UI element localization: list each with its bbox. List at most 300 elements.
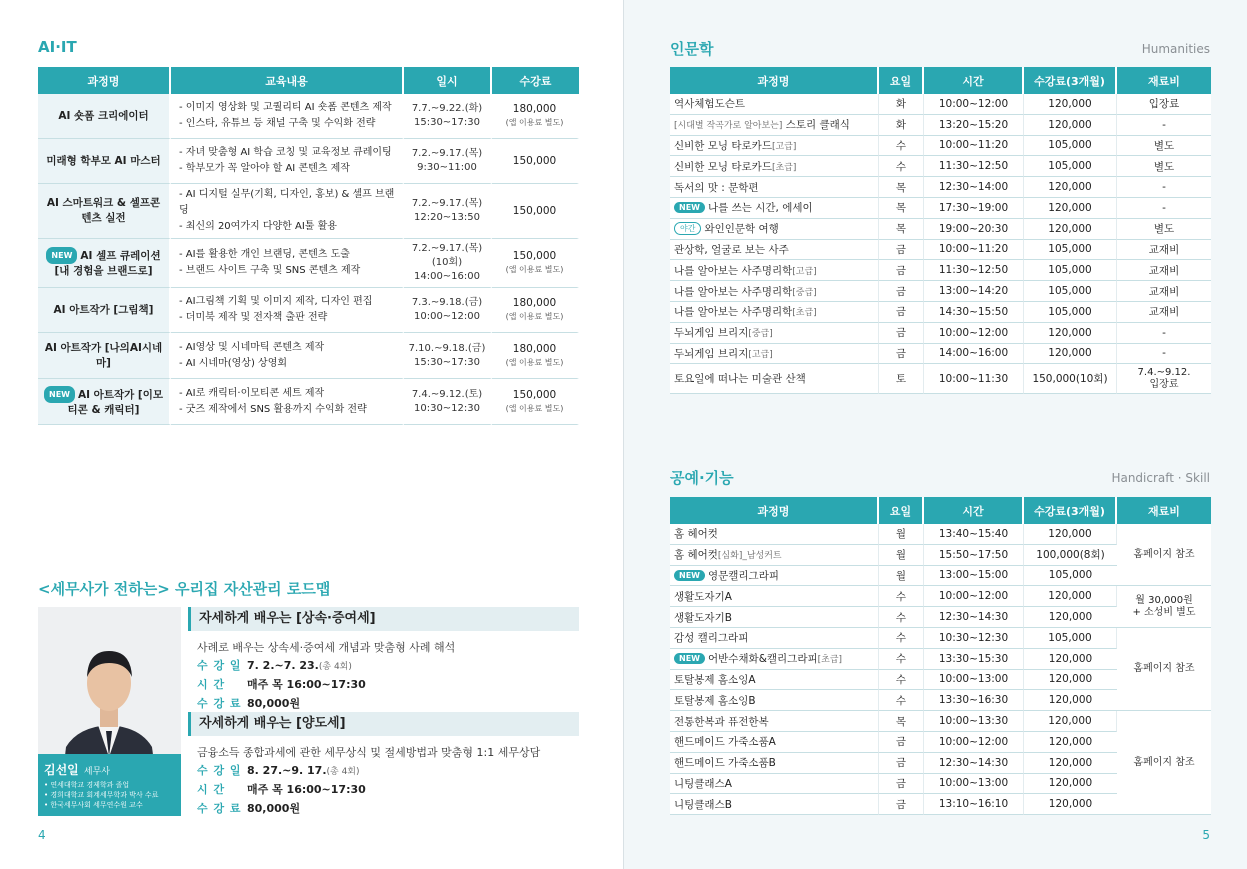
cell-time: 10:00~12:00 (924, 94, 1024, 115)
tax-course-info (197, 800, 579, 815)
course-name-text: AI 아트작가 [이모티콘 & 캐릭터] (67, 388, 163, 416)
page-number-right: 5 (1202, 828, 1210, 842)
course-level: [초급] (817, 655, 843, 666)
content-line: - AI를 활용한 개인 브랜딩, 콘텐츠 도출 (179, 249, 350, 260)
date-line: 7.3.~9.18.(금) (411, 297, 483, 308)
info-value-text: 매주 목 16:00~17:30 (247, 678, 366, 691)
cell-fee: 120,000 (1024, 198, 1117, 219)
new-badge: NEW (674, 202, 705, 213)
course-fee (492, 94, 579, 139)
lecturer-info (38, 754, 181, 816)
info-value (247, 659, 352, 672)
course-name (670, 281, 879, 302)
cell-fee: 105,000 (1024, 136, 1117, 157)
date-line: 14:00~16:00 (413, 271, 480, 282)
cell-fee: 105,000 (1024, 628, 1117, 649)
ai-section-title: AI·IT (38, 38, 77, 56)
cell-material (1117, 586, 1211, 628)
course-name-text: AI 스마트워크 & 셀프콘텐츠 실전 (46, 197, 161, 224)
cell-material: - (1117, 115, 1211, 136)
cell-fee: 120,000 (1024, 219, 1117, 240)
cell-time: 19:00~20:30 (924, 219, 1024, 240)
content-line: - 이미지 영상화 및 고퀄리티 AI 숏폼 콘텐츠 제작 (179, 102, 392, 113)
course-name (670, 628, 879, 649)
table-row (670, 177, 1211, 198)
info-value (247, 697, 300, 710)
cell-day: 월 (879, 566, 924, 587)
fee-note: (앱 이용료 별도) (505, 403, 564, 413)
course-name-text: 두뇌게임 브리지 (674, 327, 749, 340)
table-row (670, 94, 1211, 115)
material-line: 월 30,000원 (1135, 594, 1193, 606)
info-value (247, 783, 366, 796)
course-fee (492, 184, 579, 239)
header-cell: 과정명 (670, 497, 879, 524)
fee-value: 150,000 (512, 250, 557, 262)
cell-material: 교재비 (1117, 281, 1211, 302)
info-label: 수 강 료 (197, 802, 242, 815)
tax-course (188, 607, 579, 710)
cell-material: - (1117, 323, 1211, 344)
table-row (670, 711, 1211, 732)
course-name (670, 670, 879, 691)
course-name (670, 94, 879, 115)
fee-value: 180,000 (512, 342, 557, 355)
right-page (623, 0, 1247, 869)
course-date (404, 288, 492, 333)
tax-course-info (197, 762, 579, 777)
material-line: + 소성비 별도 (1132, 606, 1196, 618)
material-line: 7.4.~9.12. (1137, 366, 1191, 378)
humanities-table-header (670, 67, 1211, 94)
cell-fee: 120,000 (1024, 690, 1117, 711)
course-name: 토요일에 떠나는 미술관 산책 (670, 364, 879, 394)
cell-fee: 105,000 (1024, 240, 1117, 261)
course-fee (492, 239, 579, 288)
cell-fee: 120,000 (1024, 753, 1117, 774)
info-value-text: 매주 목 16:00~17:30 (247, 783, 366, 796)
cell-day: 목 (879, 219, 924, 240)
lecturer-name: 김선일 (44, 763, 79, 777)
info-value (247, 764, 360, 777)
cell-fee: 120,000 (1024, 177, 1117, 198)
cell-time: 11:30~12:50 (924, 156, 1024, 177)
humanities-title: 인문학 (670, 40, 714, 58)
course-name (670, 240, 879, 261)
table-row (670, 628, 1211, 649)
cell-day: 수 (879, 607, 924, 628)
cell-time: 13:10~16:10 (924, 794, 1024, 815)
table-row (670, 198, 1211, 219)
cell-time: 12:30~14:30 (924, 607, 1024, 628)
date-line: 7.2.~9.17.(목) (411, 198, 483, 209)
tax-course-title: 자세하게 배우는 [상속·증여세] (188, 607, 579, 631)
course-date (404, 333, 492, 379)
content-line: - AI 시네마(영상) 상영회 (179, 357, 288, 369)
cell-material: 입장료 (1117, 94, 1211, 115)
course-name-text: 두뇌게임 브리지 (674, 347, 749, 360)
table-row (670, 364, 1211, 394)
header-cell: 요일 (879, 67, 924, 94)
header-cell: 요일 (879, 497, 924, 524)
cell-fee: 120,000 (1024, 607, 1117, 628)
info-value-text: 80,000원 (247, 697, 301, 710)
info-value-text: 7. 2.~7. 23. (247, 659, 319, 672)
header-cell: 과정명 (670, 67, 879, 94)
cell-day: 화 (879, 115, 924, 136)
table-row (38, 139, 579, 184)
date-line: 7.7.~9.22.(화) (411, 103, 483, 114)
cell-fee: 150,000(10회) (1024, 364, 1117, 394)
content-line: - AI그림책 기획 및 이미지 제작, 디자인 편집 (179, 296, 373, 307)
course-name (670, 794, 879, 815)
cell-time: 10:00~13:00 (924, 670, 1024, 691)
content-line: - 학부모가 꼭 알아야 할 AI 콘텐츠 제작 (179, 163, 350, 174)
course-name (38, 139, 171, 184)
ai-table-header (38, 67, 579, 94)
course-fee (492, 333, 579, 379)
course-name-text: 나를 알아보는 사주명리학 (674, 264, 793, 277)
course-prefix: [시대별 작곡가로 알아보는] (674, 121, 783, 132)
cell-time: 17:30~19:00 (924, 198, 1024, 219)
course-name (670, 774, 879, 795)
cell-material: 교재비 (1117, 240, 1211, 261)
cell-day: 목 (879, 198, 924, 219)
table-row (38, 333, 579, 379)
cell-day: 금 (879, 260, 924, 281)
course-name-text: 어반수채화&캘리그라피 (707, 653, 818, 666)
cell-time: 15:50~17:50 (924, 545, 1024, 566)
course-name-text: 생활도자기A (674, 590, 732, 603)
cell-material (1117, 524, 1211, 586)
cell-day: 수 (879, 690, 924, 711)
craft-en-title: Handicraft · Skill (1111, 471, 1210, 485)
course-name-text: AI 아트작가 [그림책] (53, 303, 154, 316)
page-number-left: 4 (38, 828, 46, 842)
course-name-text: 홈 헤어컷 (674, 528, 718, 541)
cell-day: 월 (879, 545, 924, 566)
cell-day: 화 (879, 94, 924, 115)
cell-fee: 105,000 (1024, 260, 1117, 281)
craft-table (670, 497, 1211, 815)
cell-time: 13:30~15:30 (924, 649, 1024, 670)
cell-material: 별도 (1117, 219, 1211, 240)
course-content (171, 379, 404, 425)
cell-day: 수 (879, 586, 924, 607)
content-line: - 자녀 맞춤형 AI 학습 코칭 및 교육정보 큐레이팅 (179, 147, 392, 158)
cell-fee: 120,000 (1024, 323, 1117, 344)
course-name (670, 545, 879, 566)
content-line: - 최신의 20여가지 다양한 AI툴 활용 (179, 221, 337, 232)
date-line: 10:00~12:00 (413, 311, 480, 322)
course-name (38, 184, 171, 239)
table-row (670, 240, 1211, 261)
table-row (670, 219, 1211, 240)
fee-value: 150,000 (512, 388, 557, 401)
course-name-text: 영문캘리그라피 (707, 569, 779, 582)
ai-header-cell: 수강료 (492, 67, 579, 94)
cell-fee: 120,000 (1024, 794, 1117, 815)
cell-material: - (1117, 198, 1211, 219)
fee-note: (앱 이용료 별도) (505, 118, 564, 127)
cell-fee: 120,000 (1024, 344, 1117, 365)
course-name-text: 홈 헤어컷 (674, 549, 718, 562)
table-row (670, 323, 1211, 344)
cell-fee: 120,000 (1024, 732, 1117, 753)
date-line: 15:30~17:30 (413, 356, 480, 368)
course-name (670, 649, 879, 670)
lecturer-career (44, 780, 175, 810)
course-fee (492, 379, 579, 425)
cell-time: 10:00~11:20 (924, 240, 1024, 261)
course-name (670, 344, 879, 365)
course-name (38, 288, 171, 333)
night-badge: 야간 (674, 222, 701, 235)
info-label: 시 간 (197, 678, 226, 691)
course-name (38, 333, 171, 379)
new-badge: NEW (44, 386, 75, 403)
content-line: - 더미북 제작 및 전자책 출판 전략 (179, 312, 328, 323)
cell-time: 13:20~15:20 (924, 115, 1024, 136)
cell-time: 10:00~13:30 (924, 711, 1024, 732)
cell-day: 목 (879, 177, 924, 198)
course-date (404, 139, 492, 184)
course-name (38, 94, 171, 139)
table-row (38, 239, 579, 288)
header-cell: 재료비 (1117, 497, 1211, 524)
table-row (670, 281, 1211, 302)
cell-material (1117, 711, 1211, 815)
material-line: 홈페이지 참조 (1133, 756, 1195, 768)
career-line: • 연세대학교 경제학과 졸업 (44, 781, 130, 789)
cell-fee: 120,000 (1024, 524, 1117, 545)
cell-day: 금 (879, 774, 924, 795)
course-name-text: 관상학, 얼굴로 보는 사주 (674, 243, 789, 256)
course-name (670, 198, 879, 219)
course-name (38, 239, 171, 288)
cell-fee: 120,000 (1024, 670, 1117, 691)
table-row (670, 302, 1211, 323)
cell-material: - (1117, 177, 1211, 198)
course-name-text: 핸드메이드 가죽소품B (674, 757, 776, 770)
course-date (404, 239, 492, 288)
date-line: 7.4.~9.12.(토) (411, 388, 483, 400)
course-level: [중급] (792, 287, 817, 298)
tax-course (188, 712, 579, 815)
tax-course-info (197, 657, 579, 672)
cell-time: 14:00~16:00 (924, 344, 1024, 365)
course-name (38, 379, 171, 425)
ai-header-cell: 과정명 (38, 67, 171, 94)
cell-day: 금 (879, 323, 924, 344)
fee-note: (앱 이용료 별도) (505, 265, 564, 274)
cell-time: 10:00~12:00 (924, 732, 1024, 753)
cell-day: 금 (879, 732, 924, 753)
fee-value: 150,000 (512, 154, 557, 167)
cell-day: 토 (879, 364, 924, 394)
fee-value: 150,000 (512, 204, 557, 217)
course-name (670, 323, 879, 344)
cell-material: 교재비 (1117, 260, 1211, 281)
cell-day: 목 (879, 711, 924, 732)
cell-fee: 120,000 (1024, 649, 1117, 670)
course-fee (492, 288, 579, 333)
humanities-table (670, 67, 1211, 394)
table-row (670, 156, 1211, 177)
cell-day: 금 (879, 240, 924, 261)
course-name-text: 토탈봉제 홈소잉B (674, 694, 756, 707)
roadmap-title: <세무사가 전하는> 우리집 자산관리 로드맵 (38, 580, 331, 598)
cell-fee: 105,000 (1024, 302, 1117, 323)
tax-course-title: 자세하게 배우는 [양도세] (188, 712, 579, 736)
course-content (171, 288, 404, 333)
content-line: - 인스타, 유튜브 등 채널 구축 및 수익화 전략 (179, 118, 376, 129)
cell-time: 10:00~12:00 (924, 323, 1024, 344)
course-name-text: AI 숏폼 크리에이터 (58, 109, 149, 122)
fee-note: (앱 이용료 별도) (505, 312, 564, 321)
date-line: 10:30~12:30 (413, 402, 480, 414)
tax-course-info (197, 695, 579, 710)
cell-day: 금 (879, 302, 924, 323)
course-name (670, 586, 879, 607)
fee-value: 180,000 (512, 103, 557, 115)
content-line: - 브랜드 사이트 구축 및 SNS 콘텐츠 제작 (179, 265, 361, 276)
header-cell: 시간 (924, 67, 1024, 94)
header-cell: 재료비 (1117, 67, 1211, 94)
table-row (670, 260, 1211, 281)
course-name-text: 역사체험도슨트 (674, 98, 746, 111)
course-name-text: 전통한복과 퓨전한복 (674, 715, 769, 728)
tax-course-info (197, 781, 579, 796)
course-name (670, 156, 879, 177)
date-line: 7.10.~9.18.(금) (408, 342, 486, 354)
cell-day: 수 (879, 136, 924, 157)
table-row (38, 379, 579, 425)
cell-day: 수 (879, 628, 924, 649)
craft-title: 공예·기능 (670, 469, 734, 487)
course-content (171, 333, 404, 379)
header-cell: 시간 (924, 497, 1024, 524)
cell-day: 금 (879, 344, 924, 365)
cell-fee: 120,000 (1024, 115, 1117, 136)
cell-fee: 100,000(8회) (1024, 545, 1117, 566)
course-name-text: 감성 캘리그라피 (674, 632, 749, 645)
course-name (670, 524, 879, 545)
cell-day: 수 (879, 156, 924, 177)
course-name (670, 115, 879, 136)
course-name-text: AI 셀프 큐레이션 [내 경험을 브랜드로] (54, 250, 161, 277)
course-name (670, 711, 879, 732)
course-level: [심화]_남성커트 (717, 551, 782, 562)
content-line: - AI영상 및 시네마틱 콘텐츠 제작 (179, 341, 325, 353)
craft-table-header (670, 497, 1211, 524)
fee-value: 180,000 (512, 297, 557, 309)
course-name (670, 690, 879, 711)
table-row (670, 524, 1211, 545)
tax-course-desc: 사례로 배우는 상속세·증여세 개념과 맞춤형 사례 해석 (197, 641, 456, 654)
course-date (404, 379, 492, 425)
course-name (670, 732, 879, 753)
table-row (670, 586, 1211, 607)
cell-fee: 105,000 (1024, 566, 1117, 587)
content-line: - AI 디지털 실무(기획, 디자인, 홍보) & 셀프 브랜딩 (179, 189, 395, 216)
table-row (670, 136, 1211, 157)
info-value (247, 802, 300, 815)
course-name-text: 와인인문학 여행 (704, 223, 779, 236)
info-value-text: 80,000원 (247, 802, 301, 815)
course-level: [초급] (792, 308, 817, 319)
cell-time: 14:30~15:50 (924, 302, 1024, 323)
course-level: [고급] (748, 349, 773, 360)
course-name-text: 미래형 학부모 AI 마스터 (46, 154, 161, 167)
table-row (38, 184, 579, 239)
cell-material: - (1117, 344, 1211, 365)
info-label: 수 강 일 (197, 659, 242, 672)
cell-fee: 105,000 (1024, 281, 1117, 302)
cell-day: 수 (879, 649, 924, 670)
cell-time: 12:30~14:30 (924, 753, 1024, 774)
date-line: 7.2.~9.17.(목) (411, 148, 483, 159)
new-badge: NEW (46, 247, 77, 264)
cell-time: 10:00~13:00 (924, 774, 1024, 795)
ai-header-cell: 일시 (404, 67, 492, 94)
cell-time: 13:30~16:30 (924, 690, 1024, 711)
course-level: [고급] (771, 141, 797, 152)
course-level: [고급] (792, 266, 817, 277)
course-name (670, 566, 879, 587)
course-name-text: 신비한 모닝 타로카드 (674, 139, 772, 152)
cell-fee: 105,000 (1024, 156, 1117, 177)
course-name-text: 니팅클래스A (674, 777, 732, 790)
table-row (38, 288, 579, 333)
date-line: 7.2.~9.17.(목) (411, 243, 483, 254)
cell-time: 12:30~14:00 (924, 177, 1024, 198)
cell-time: 10:00~11:20 (924, 136, 1024, 157)
course-name-text: 신비한 모닝 타로카드 (674, 160, 772, 173)
course-name-text: 니팅클래스B (674, 798, 732, 811)
table-row (670, 115, 1211, 136)
course-name-text: 핸드메이드 가죽소품A (674, 736, 776, 749)
cell-fee: 120,000 (1024, 711, 1117, 732)
cell-time: 10:30~12:30 (924, 628, 1024, 649)
course-name (670, 219, 879, 240)
info-value-text: 8. 27.~9. 17. (247, 764, 327, 777)
course-name-text: 나를 쓰는 시간, 에세이 (707, 202, 813, 215)
info-label: 시 간 (197, 783, 226, 796)
course-name-text: 독서의 맛 : 문학편 (674, 181, 759, 194)
ai-course-table (38, 67, 579, 425)
course-level: [초급] (771, 162, 797, 173)
lecturer-role: 세무사 (83, 767, 110, 777)
career-line: • 한국세무사회 세무연수원 교수 (44, 801, 143, 809)
cell-time: 13:00~14:20 (924, 281, 1024, 302)
cell-time: 13:40~15:40 (924, 524, 1024, 545)
course-content (171, 139, 404, 184)
course-name (670, 302, 879, 323)
date-line: 9:30~11:00 (417, 162, 477, 173)
cell-time: 11:30~12:50 (924, 260, 1024, 281)
content-line: - AI로 캐릭터·이모티콘 세트 제작 (179, 387, 325, 399)
cell-time: 13:00~15:00 (924, 566, 1024, 587)
new-badge: NEW (674, 570, 705, 581)
date-line: 12:20~13:50 (413, 212, 480, 223)
date-line: 15:30~17:30 (413, 117, 480, 128)
cell-day: 수 (879, 670, 924, 691)
info-label: 수 강 료 (197, 697, 242, 710)
course-name-text: 생활도자기B (674, 611, 732, 624)
course-date (404, 94, 492, 139)
info-value (247, 678, 366, 691)
